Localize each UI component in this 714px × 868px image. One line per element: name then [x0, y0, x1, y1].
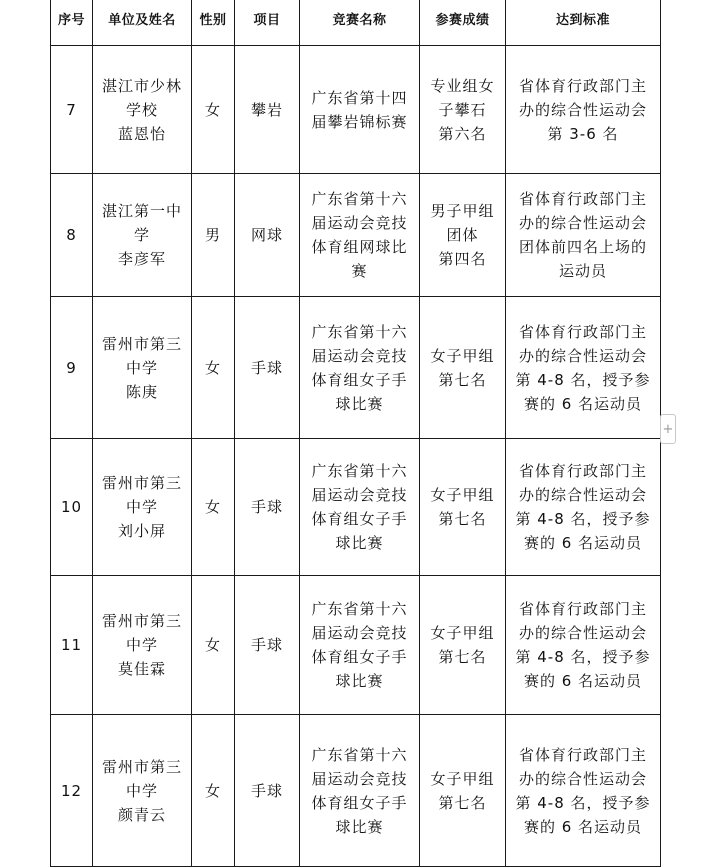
cell-result-line: 第七名: [438, 370, 487, 389]
cell-competition: [300, 576, 420, 715]
cell-result-line: 女子甲组: [430, 346, 495, 365]
cell-standard-line: 团体前四名上场的: [518, 238, 647, 256]
cell-unit-name-line: 雷州市第三: [101, 334, 182, 353]
cell-competition-line: 体育组女子手: [311, 793, 408, 812]
cell-unit-name: [93, 439, 192, 576]
cell-unit-name: [93, 715, 192, 867]
cell-result-line: 女子甲组: [430, 486, 495, 504]
cell-unit-name-line: 学: [133, 226, 150, 244]
cell-result-line: 子攀石: [438, 100, 487, 119]
cell-competition-line: 球比赛: [335, 817, 384, 836]
cell-competition-line: 体育组女子手: [311, 648, 408, 666]
table-row: [51, 297, 661, 439]
cell-no: 11: [51, 576, 93, 715]
cell-result-line: 第七名: [438, 793, 487, 812]
cell-gender: 女: [192, 439, 235, 576]
table-row: [51, 576, 661, 715]
cell-unit-name-line: 雷州市第三: [101, 757, 182, 776]
cell-standard-line: 省体育行政部门主: [518, 190, 647, 208]
cell-event: 手球: [235, 576, 300, 715]
cell-standard-line: 办的综合性运动会: [518, 486, 647, 504]
cell-competition-line: 广东省第十六: [311, 745, 408, 764]
cell-standard-line: 省体育行政部门主: [518, 745, 647, 764]
cell-unit-name-line: 学校: [125, 100, 158, 119]
cell-result: [420, 174, 506, 297]
cell-gender: 女: [192, 715, 235, 867]
cell-unit-name-line: 雷州市第三: [101, 612, 182, 630]
cell-standard: [506, 46, 661, 174]
cell-unit-name: [93, 297, 192, 439]
cell-standard: [506, 715, 661, 867]
cell-unit-name: [93, 576, 192, 715]
table-row: [51, 715, 661, 867]
cell-competition-line: 广东省第十六: [311, 190, 408, 208]
table-row: [51, 174, 661, 297]
cell-result-line: 团体: [446, 226, 479, 244]
cell-result-line: 第七名: [438, 648, 487, 666]
cell-unit-name-line: 中学: [125, 358, 158, 377]
cell-unit-name-line: 中学: [125, 636, 158, 654]
cell-standard-line: 赛的 6 名运动员: [523, 672, 643, 690]
cell-unit-name: [93, 174, 192, 297]
table-body: [51, 46, 661, 867]
cell-gender: 女: [192, 297, 235, 439]
cell-competition-line: 届攀岩锦标赛: [311, 112, 408, 131]
header-gender: 性别: [192, 0, 235, 46]
cell-standard: [506, 174, 661, 297]
cell-no: 7: [51, 46, 93, 174]
cell-event: 手球: [235, 297, 300, 439]
cell-no: 9: [51, 297, 93, 439]
cell-unit-name-line: 莫佳霖: [117, 660, 166, 678]
header-unit-name: 单位及姓名: [93, 0, 192, 46]
cell-result-line: 第六名: [438, 124, 487, 143]
cell-competition-line: 体育组女子手: [311, 370, 408, 389]
header-standard: 达到标准: [506, 0, 661, 46]
header-row: [51, 0, 661, 46]
cell-unit-name-line: 雷州市第三: [101, 474, 182, 492]
cell-standard-line: 第 4-8 名，授予参: [515, 510, 651, 528]
cell-standard-line: 省体育行政部门主: [518, 322, 647, 341]
cell-unit-name-line: 李彦军: [117, 250, 166, 268]
cell-competition: [300, 715, 420, 867]
cell-competition-line: 球比赛: [335, 672, 384, 690]
cell-event: 手球: [235, 439, 300, 576]
cell-standard-line: 省体育行政部门主: [518, 76, 647, 95]
cell-result-line: 女子甲组: [430, 769, 495, 788]
cell-competition: [300, 297, 420, 439]
cell-unit-name-line: 刘小屏: [117, 522, 166, 540]
cell-competition: [300, 174, 420, 297]
cell-standard-line: 赛的 6 名运动员: [523, 817, 643, 836]
cell-standard-line: 办的综合性运动会: [518, 214, 647, 232]
cell-no: 12: [51, 715, 93, 867]
table-row: [51, 439, 661, 576]
cell-standard-line: 省体育行政部门主: [518, 462, 647, 480]
cell-result-line: 第七名: [438, 510, 487, 528]
cell-standard: [506, 439, 661, 576]
cell-unit-name-line: 湛江市少林: [101, 76, 182, 95]
cell-standard-line: 赛的 6 名运动员: [523, 394, 643, 413]
cell-event: 攀岩: [235, 46, 300, 174]
cell-competition-line: 届运动会竞技: [311, 486, 408, 504]
cell-result-line: 男子甲组: [430, 202, 495, 220]
cell-standard-line: 办的综合性运动会: [518, 769, 647, 788]
cell-competition-line: 赛: [351, 262, 368, 280]
cell-competition-line: 届运动会竞技: [311, 214, 408, 232]
cell-gender: 男: [192, 174, 235, 297]
cell-no: 10: [51, 439, 93, 576]
header-event: 项目: [235, 0, 300, 46]
cell-competition-line: 广东省第十六: [311, 322, 408, 341]
cell-standard-line: 赛的 6 名运动员: [523, 534, 643, 552]
cell-result: [420, 46, 506, 174]
cell-result: [420, 576, 506, 715]
cell-result: [420, 297, 506, 439]
cell-standard: [506, 576, 661, 715]
cell-unit-name-line: 颜青云: [117, 805, 166, 824]
cell-result-line: 第四名: [438, 250, 487, 268]
header-result: 参赛成绩: [420, 0, 506, 46]
cell-standard-line: 第 3-6 名: [547, 124, 619, 143]
plus-icon[interactable]: +: [660, 414, 676, 444]
cell-gender: 女: [192, 576, 235, 715]
cell-unit-name-line: 中学: [125, 498, 158, 516]
cell-competition-line: 届运动会竞技: [311, 346, 408, 365]
cell-gender: 女: [192, 46, 235, 174]
cell-event: 手球: [235, 715, 300, 867]
cell-result: [420, 715, 506, 867]
header-no: 序号: [51, 0, 93, 46]
cell-standard-line: 第 4-8 名，授予参: [515, 370, 651, 389]
cell-standard-line: 办的综合性运动会: [518, 100, 647, 119]
cell-result-line: 专业组女: [430, 76, 495, 95]
cell-competition: [300, 439, 420, 576]
cell-standard-line: 省体育行政部门主: [518, 600, 647, 618]
cell-unit-name-line: 陈庚: [125, 382, 158, 401]
cell-standard-line: 第 4-8 名，授予参: [515, 793, 651, 812]
cell-competition: [300, 46, 420, 174]
cell-competition-line: 球比赛: [335, 394, 384, 413]
cell-standard-line: 第 4-8 名，授予参: [515, 648, 651, 666]
cell-competition-line: 广东省第十六: [311, 600, 408, 618]
cell-competition-line: 届运动会竞技: [311, 769, 408, 788]
cell-competition-line: 广东省第十六: [311, 462, 408, 480]
cell-standard-line: 办的综合性运动会: [518, 624, 647, 642]
cell-standard: [506, 297, 661, 439]
cell-competition-line: 体育组女子手: [311, 510, 408, 528]
awards-table: [50, 0, 661, 867]
cell-unit-name: [93, 46, 192, 174]
cell-no: 8: [51, 174, 93, 297]
table-row: [51, 46, 661, 174]
header-competition: 竞赛名称: [300, 0, 420, 46]
cell-competition-line: 球比赛: [335, 534, 384, 552]
cell-standard-line: 办的综合性运动会: [518, 346, 647, 365]
cell-event: 网球: [235, 174, 300, 297]
cell-competition-line: 届运动会竞技: [311, 624, 408, 642]
cell-result: [420, 439, 506, 576]
cell-standard-line: 运动员: [558, 262, 607, 280]
cell-unit-name-line: 中学: [125, 781, 158, 800]
cell-result-line: 女子甲组: [430, 624, 495, 642]
cell-competition-line: 广东省第十四: [311, 88, 408, 107]
cell-competition-line: 体育组网球比: [311, 238, 408, 256]
cell-unit-name-line: 湛江第一中: [101, 202, 182, 220]
cell-unit-name-line: 蓝恩怡: [117, 124, 166, 143]
